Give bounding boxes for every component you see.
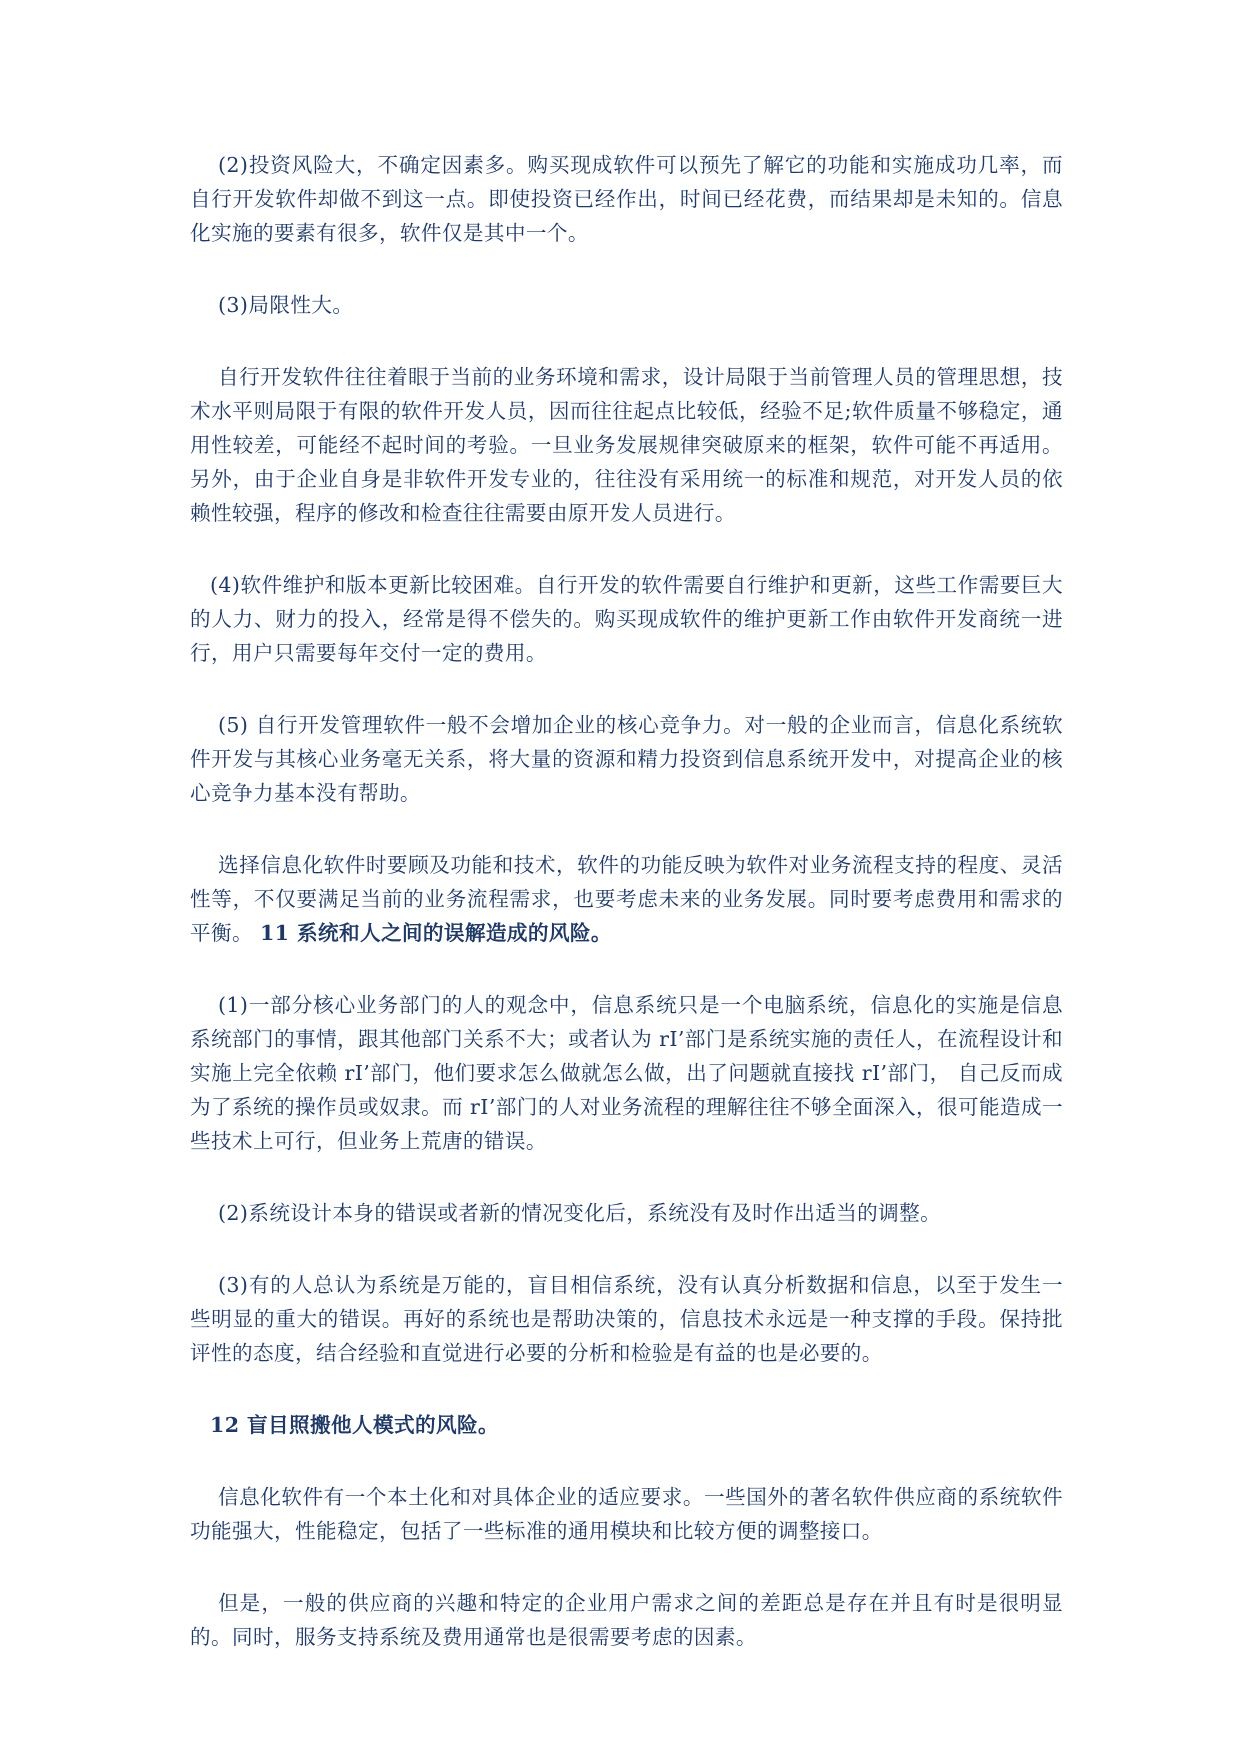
paragraph-gap: 但是，一般的供应商的兴趣和特定的企业用户需求之间的差距总是存在并且有时是很明显的。同时，服务支持系统及费用通常也是很需要考虑的因素。 — [190, 1591, 1063, 1649]
software-selection-text: 选择信息化软件时要顾及功能和技术，软件的功能反映为软件对业务流程支持的程度、灵活性等，不仅要满足当前的业务流程需求，也要考虑未来的业务发展。同时要考虑费用和需求的平衡。 — [190, 853, 1063, 945]
document-page — [190, 148, 1063, 1692]
section-heading-12: 12 盲目照搬他人模式的风险。 — [210, 1413, 499, 1437]
section-heading-11: 11 系统和人之间的误解造成的风险。 — [259, 921, 612, 945]
paragraph-limitation-heading: (3)局限性大。 — [218, 293, 354, 317]
paragraph-core-competence: (5) 自行开发管理软件一般不会增加企业的核心竞争力。对一般的企业而言，信息化系统软件开发与其核心业务毫无关系，将大量的资源和精力投资到信息系统开发中，对提高企业的核心竞争力基本没有帮助。 — [190, 713, 1063, 805]
paragraph-software-selection — [190, 848, 1063, 950]
paragraph-investment-risk: (2)投资风险大，不确定因素多。购买现成软件可以预先了解它的功能和实施成功几率，而自行开发软件却做不到这一点。即使投资已经作出，时间已经花费，而结果却是未知的。信息化实施的要素有很多，软件仅是其中一个。 — [190, 153, 1063, 245]
paragraph-misunderstanding-3: (3)有的人总认为系统是万能的，盲目相信系统，没有认真分析数据和信息，以至于发生一些明显的重大的错误。再好的系统也是帮助决策的，信息技术永远是一种支撑的手段。保持批评性的态度，结合经验和直觉进行必要的分析和检验是有益的也是必要的。 — [190, 1273, 1063, 1365]
paragraph-limitation-detail: 自行开发软件往往着眼于当前的业务环境和需求，设计局限于当前管理人员的管理思想，技术水平则局限于有限的软件开发人员，因而往往起点比较低，经验不足;软件质量不够稳定，通用性较差，可能经不起时间的考验。一旦业务发展规律突破原来的框架，软件可能不再适用。另外，由于企业自身是非软件开发专业的，往往没有采用统一的标准和规范，对开发人员的依赖性较强，程序的修改和检查往往需要由原开发人员进行。 — [190, 365, 1063, 525]
paragraph-maintenance: (4)软件维护和版本更新比较困难。自行开发的软件需要自行维护和更新，这些工作需要巨大的人力、财力的投入，经常是得不偿失的。购买现成软件的维护更新工作由软件开发商统一进行，用户只需要每年交付一定的费用。 — [190, 573, 1063, 665]
paragraph-misunderstanding-1: (1)一部分核心业务部门的人的观念中，信息系统只是一个电脑系统，信息化的实施是信息系统部门的事情，跟其他部门关系不大；或者认为 rI’部门是系统实施的责任人，在流程设计和实施上完全依赖 rI’部门，他们要求怎么做就怎么做，出了问题就直接找 rI’部门， 自己反而成为了系统的操作员或奴隶。而 rI’部门的人对业务流程的理解往往不够全面深入，很可能造成一些技术上可行，但业务上荒唐的错误。 — [190, 993, 1063, 1153]
paragraph-localization: 信息化软件有一个本土化和对具体企业的适应要求。一些国外的著名软件供应商的系统软件功能强大，性能稳定，包括了一些标准的通用模块和比较方便的调整接口。 — [190, 1485, 1063, 1543]
paragraph-misunderstanding-2: (2)系统设计本身的错误或者新的情况变化后，系统没有及时作出适当的调整。 — [218, 1201, 942, 1225]
